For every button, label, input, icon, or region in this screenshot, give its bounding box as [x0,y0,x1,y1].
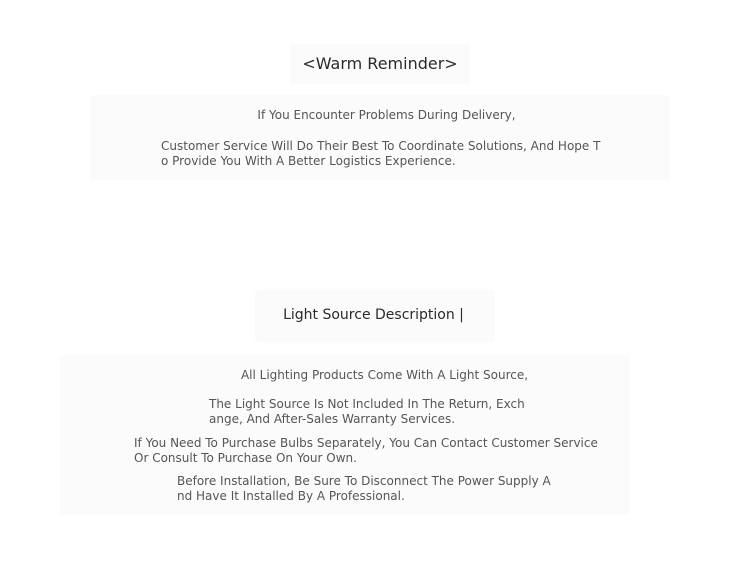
warm-reminder-title: <Warm Reminder> [302,54,458,73]
light-source-line-2: The Light Source Is Not Included In The Return, Exchange, And After-Sales Warranty Services. [209,397,525,426]
warm-reminder-line-1: If You Encounter Problems During Delivery, [257,108,516,122]
warm-reminder-line-2: Customer Service Will Do Their Best To Coordinate Solutions, And Hope To Provide You With A Better Logistics Experience. [161,139,601,168]
light-source-title: Light Source Description | [283,307,464,323]
light-source-line-1: All Lighting Products Come With A Light Source, [240,368,529,382]
light-source-line-4: Before Installation, Be Sure To Disconnect The Power Supply And Have It Installed By A Professional. [177,474,551,503]
light-source-line-3: If You Need To Purchase Bulbs Separately, You Can Contact Customer Service Or Consult To Purchase On Your Own. [134,436,598,465]
